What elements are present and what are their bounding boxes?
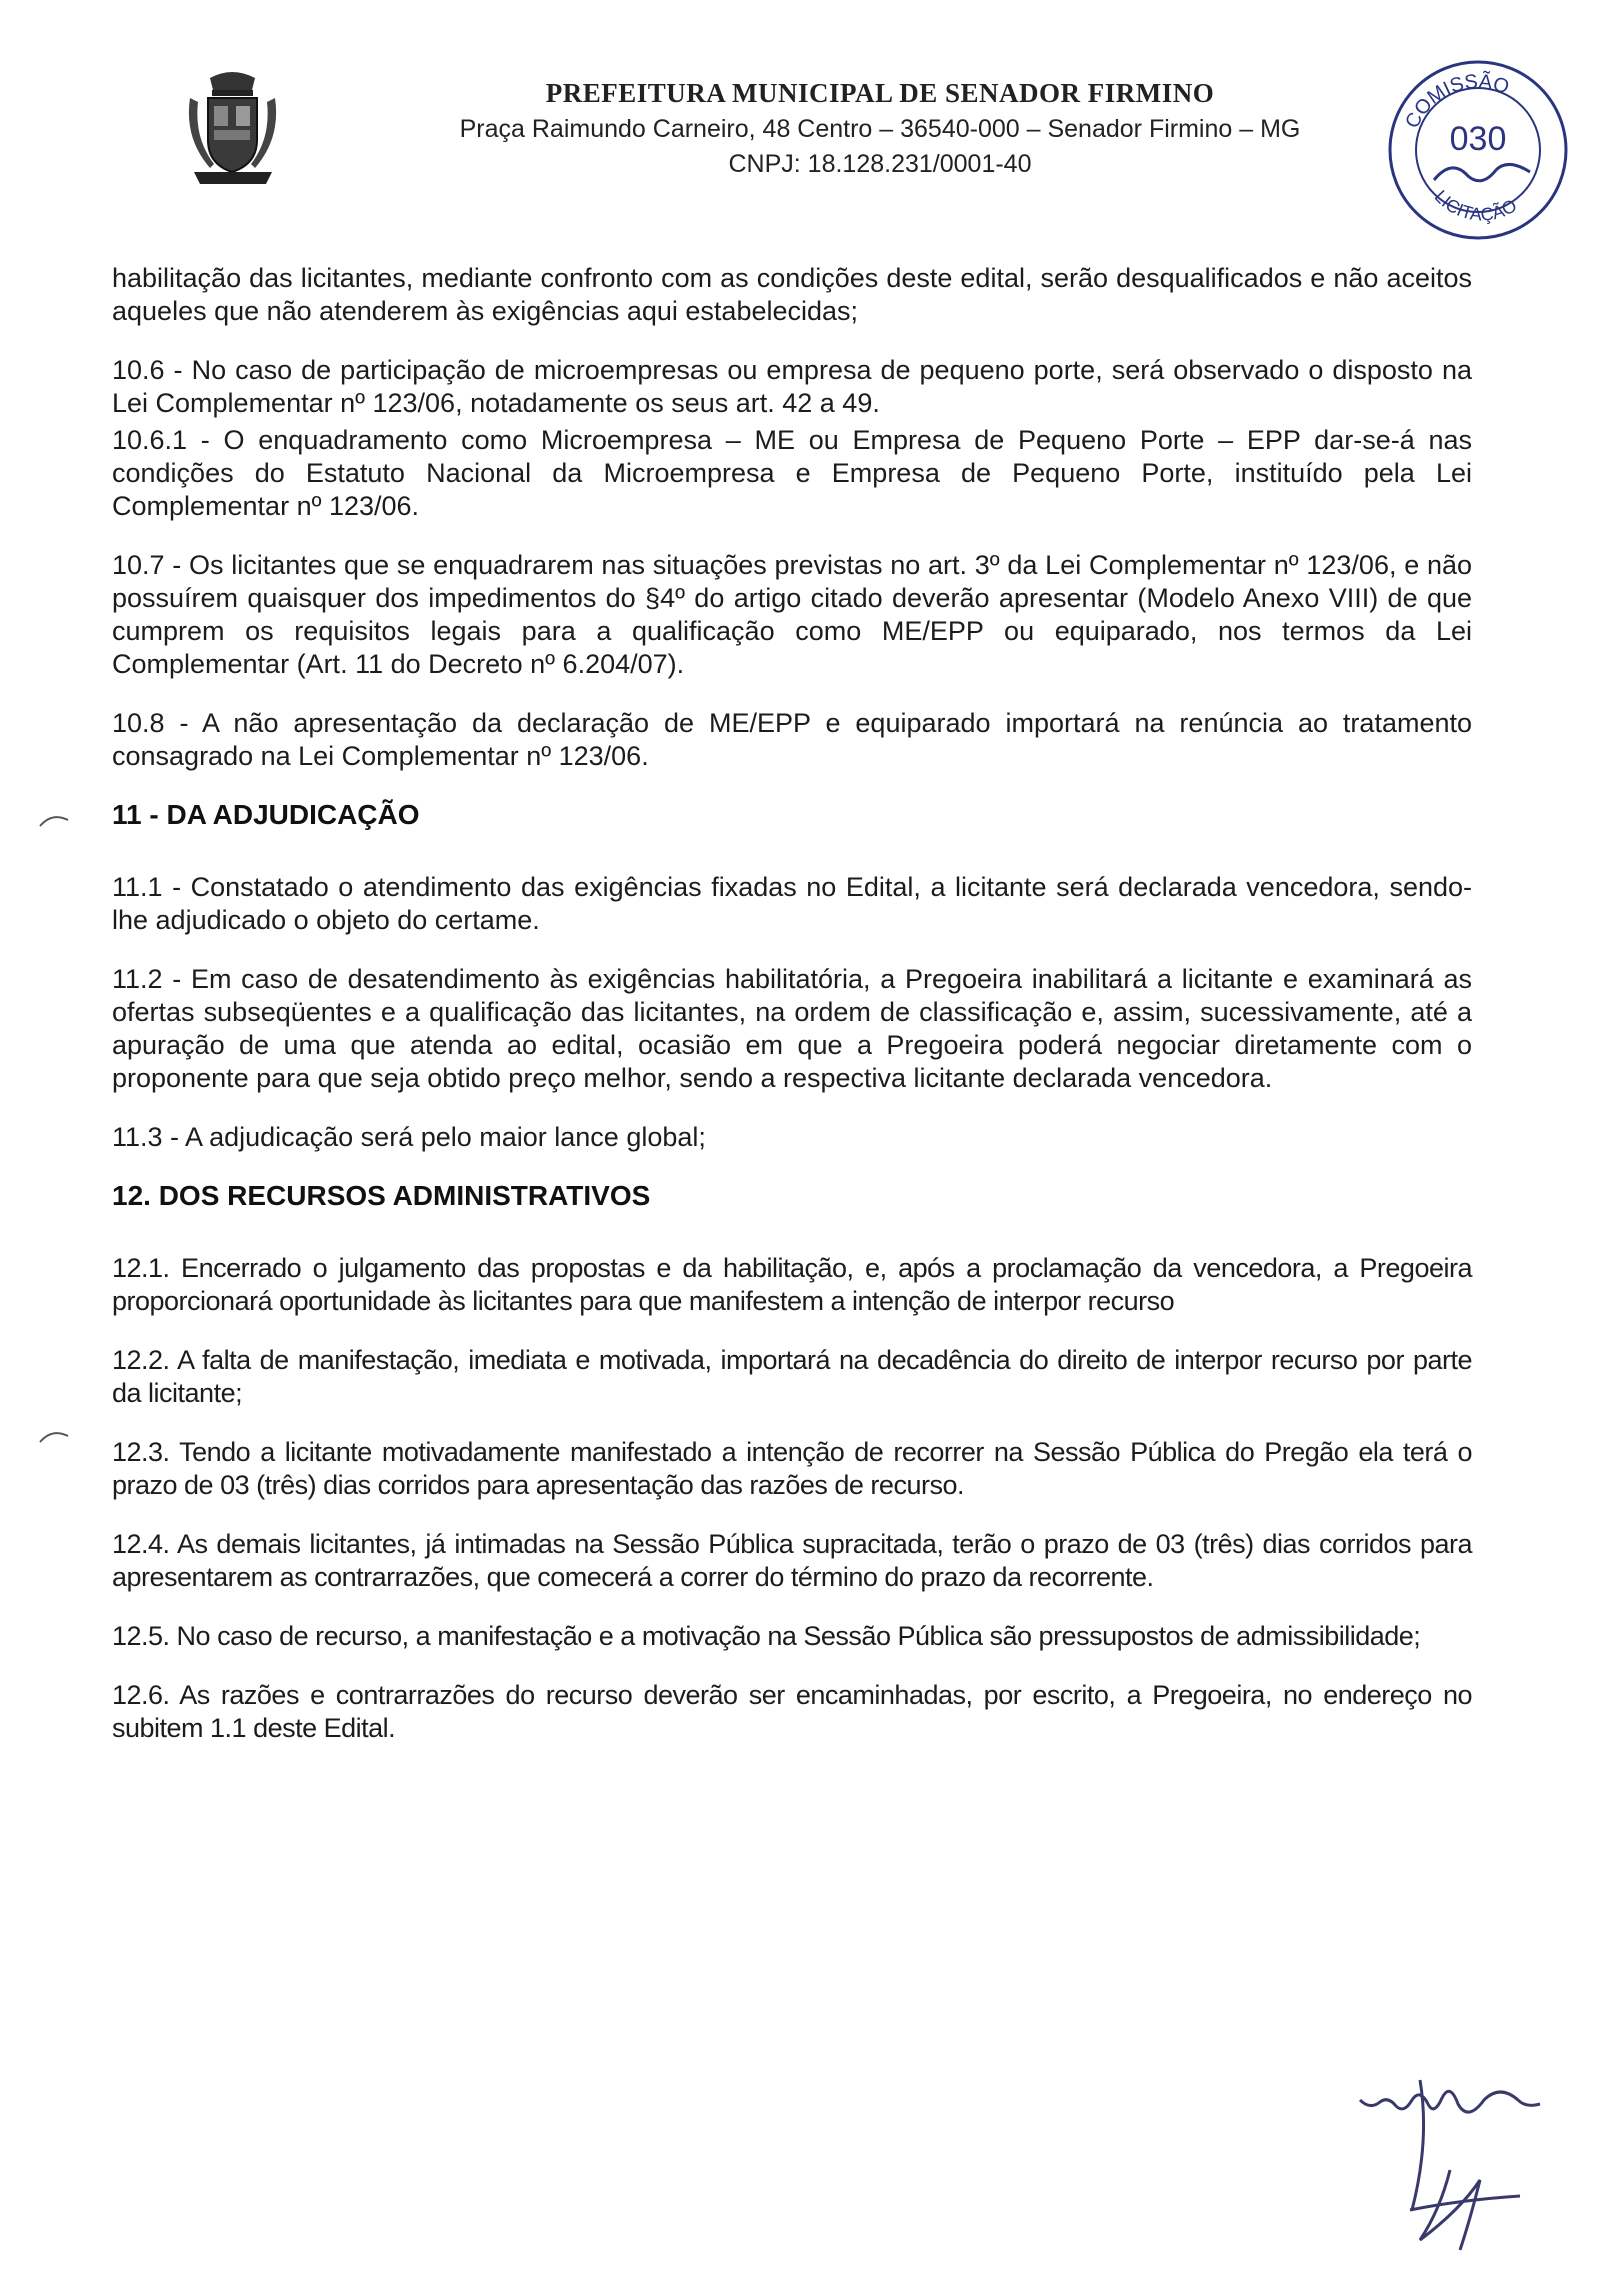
paragraph-10-6: 10.6 - No caso de participação de microempresas ou empresa de pequeno porte, será observado o disposto na Lei Complementar nº 123/06, notadamente os seus art. 42 a 49. [112,355,1472,418]
paragraph-11-2: 11.2 - Em caso de desatendimento às exigências habilitatória, a Pregoeira inabilitará a licitante e examinará as ofertas subseqüentes e a qualificação das licitantes, na ordem de classificação e, assim, sucessivamente, até a apuração de uma que atenda ao edital, ocasião em que a Pregoeira poderá negociar diretamente com o proponente para que seja obtido preço melhor, sendo a respectiva licitante declarada vencedora. [112,964,1472,1093]
paragraph-12-1: 12.1. Encerrado o julgamento das propostas e da habilitação, e, após a proclamação da vencedora, a Pregoeira proporcionará oportunidade às licitantes para que manifestem a intenção de interpor recurso [112,1253,1472,1316]
section-heading-12: 12. DOS RECURSOS ADMINISTRATIVOS [112,1180,651,1211]
institution-cnpj: CNPJ: 18.128.231/0001-40 [728,150,1032,178]
margin-mark-icon [38,1426,78,1446]
margin-mark-icon [38,810,78,830]
institution-address: Praça Raimundo Carneiro, 48 Centro – 36540-000 – Senador Firmino – MG [459,115,1301,143]
handwritten-signature-icon [1350,2060,1560,2260]
coat-of-arms-icon [180,68,285,193]
section-heading-11: 11 - DA ADJUDICAÇÃO [112,799,420,830]
paragraph-12-4: 12.4. As demais licitantes, já intimadas na Sessão Pública supracitada, terão o prazo de 03 (três) dias corridos para apresentarem as contrarrazões, que comecerá a correr do término do prazo da recorrente. [112,1529,1472,1592]
stamp-number: 030 [1449,120,1507,158]
paragraph-11-1: 11.1 - Constatado o atendimento das exigências fixadas no Edital, a licitante será declarada vencedora, sendo-lhe adjudicado o objeto do certame. [112,872,1472,935]
paragraph-10-5-continuation: habilitação das licitantes, mediante confronto com as condições deste edital, serão desqualificados e não aceitos aqueles que não atenderem às exigências aqui estabelecidas; [112,263,1472,326]
paragraph-10-7: 10.7 - Os licitantes que se enquadrarem nas situações previstas no art. 3º da Lei Complementar nº 123/06, e não possuírem quaisquer dos impedimentos do §4º do artigo citado deverão apresentar (Modelo Anexo VIII) de que cumprem os requisitos legais para a qualificação como ME/EPP ou equiparado, nos termos da Lei Complementar (Art. 11 do Decreto nº 6.204/07). [112,550,1472,679]
paragraph-12-5: 12.5. No caso de recurso, a manifestação e a motivação na Sessão Pública são pressupostos de admissibilidade; [112,1621,1421,1651]
institution-name: PREFEITURA MUNICIPAL DE SENADOR FIRMINO [545,78,1215,108]
paragraph-10-6-1: 10.6.1 - O enquadramento como Microempresa – ME ou Empresa de Pequeno Porte – EPP dar-se-á nas condições do Estatuto Nacional da Microempresa e Empresa de Pequeno Porte, instituído pela Lei Complementar nº 123/06. [112,425,1472,521]
paragraph-12-6: 12.6. As razões e contrarrazões do recurso deverão ser encaminhadas, por escrito, a Pregoeira, no endereço no subitem 1.1 deste Edital. [112,1680,1472,1743]
paragraph-12-2: 12.2. A falta de manifestação, imediata e motivada, importará na decadência do direito de interpor recurso por parte da licitante; [112,1345,1472,1408]
paragraph-10-8: 10.8 - A não apresentação da declaração de ME/EPP e equiparado importará na renúncia ao tratamento consagrado na Lei Complementar nº 123/06. [112,708,1472,771]
page-header [0,0,1600,250]
paragraph-12-3: 12.3. Tendo a licitante motivadamente manifestado a intenção de recorrer na Sessão Pública do Pregão ela terá o prazo de 03 (três) dias corridos para apresentação das razões de recurso. [112,1437,1472,1500]
stamp-top-text: COMISSÃO [1401,70,1512,132]
paragraph-11-3: 11.3 - A adjudicação será pelo maior lance global; [112,1122,706,1152]
commission-stamp [1382,54,1574,246]
document-body [112,262,1472,1771]
stamp-bottom-text: LICITAÇÃO [1430,186,1521,225]
